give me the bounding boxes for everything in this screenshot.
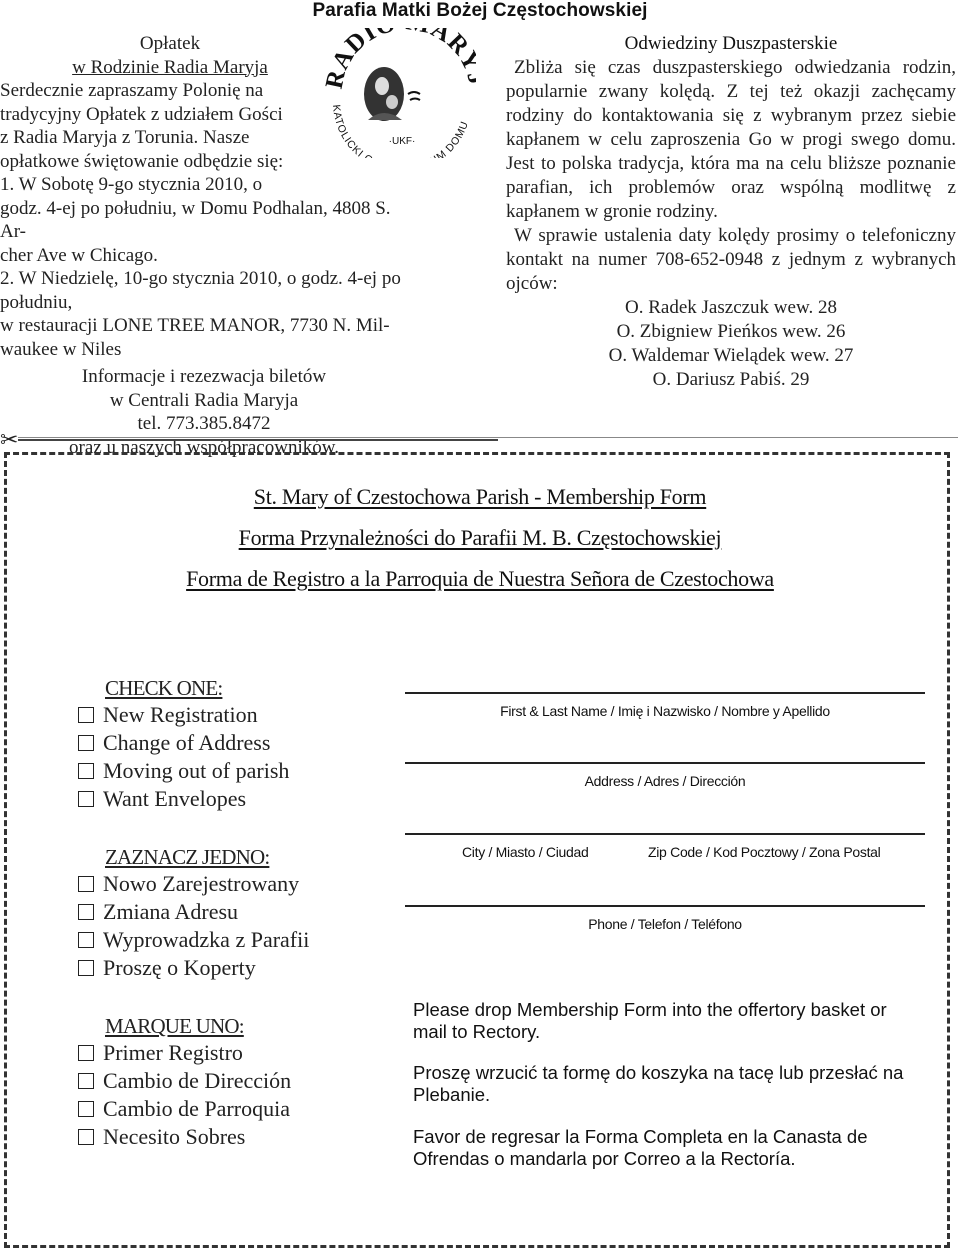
scissors-icon: ✂ [0, 428, 19, 453]
oplatek-info: w Centrali Radia Maryja [109, 389, 299, 411]
zip-field-label: Zip Code / Kod Pocztowy / Zona Postal [648, 844, 881, 860]
option-label: New Registration [103, 702, 258, 727]
checkbox-icon[interactable] [78, 932, 94, 948]
address-field-label: Address / Adres / Dirección [584, 773, 746, 789]
note-en: Please drop Membership Form into the offertory basket or mail to Rectory. [413, 999, 887, 1042]
checkbox-option[interactable] [78, 1123, 291, 1151]
note-pl: Proszę wrzucić ta formę do koszyka na tacę lub przesłać na Plebanie. [413, 1062, 904, 1105]
name-field-label: First & Last Name / Imię i Nazwisko / Nombre y Apellido [500, 703, 830, 719]
option-label: Moving out of parish [103, 758, 290, 783]
oplatek-line: opłatkowe świętowanie odbędzie się: [0, 150, 284, 172]
form-title-es: Forma de Registro a la Parroquia de Nuestra Señora de Czestochowa [186, 566, 774, 591]
form-title-en: St. Mary of Czestochowa Parish - Membership Form [253, 484, 707, 509]
priest-item: O. Zbigniew Pieńkos wew. 26 [616, 321, 846, 342]
check-group-en [78, 676, 289, 813]
oplatek-title: Opłatek [139, 33, 201, 54]
phone-field-label: Phone / Telefon / Teléfono [588, 916, 742, 932]
priest-item: O. Dariusz Pabiś. 29 [652, 369, 810, 390]
checkbox-option[interactable] [78, 729, 289, 757]
visits-paragraph: Zbliża się czas duszpasterskiego odwiedzania rodzin, popularnie zwany kolędą. Z tej też okazji zachęcamy rodziny do kontaktowania się z wybranym przez siebie kapłanem w celu zaproszenia Go w progi swego domu. Jest to polska tradycja, która ma na celu bliższe poznanie parafian, ich problemów oraz wspólną modlitwę z kapłanem w gronie rodziny. [506, 57, 956, 222]
checkbox-option[interactable] [78, 1039, 291, 1067]
phone-field-line[interactable] [405, 905, 925, 907]
checkbox-icon[interactable] [78, 763, 94, 779]
checkbox-option[interactable] [78, 898, 309, 926]
logo-badge: ·UKF· [388, 136, 416, 147]
madonna-icon [364, 67, 420, 121]
option-label: Want Envelopes [103, 786, 247, 811]
option-label: Wyprowadzka z Parafii [103, 927, 310, 952]
oplatek-info: oraz u naszych współpracowników. [69, 436, 339, 458]
option-label: Nowo Zarejestrowany [103, 871, 300, 896]
priest-item: O. Radek Jaszczuk wew. 28 [625, 297, 837, 318]
oplatek-line: 2. W Niedzielę, 10-go stycznia 2010, o godz. 4-ej po [0, 268, 401, 289]
oplatek-line: godz. 4-ej po południu, w Domu Podhalan, 4808 S. Ar- [0, 197, 391, 242]
option-label: Primer Registro [103, 1040, 243, 1065]
checkbox-icon[interactable] [78, 1073, 94, 1089]
checkbox-icon[interactable] [78, 735, 94, 751]
page-header [0, 0, 960, 22]
logo-graphic [320, 28, 476, 158]
option-label: Necesito Sobres [103, 1124, 246, 1149]
note-es: Favor de regresar la Forma Completa en la Canasta de Ofrendas o mandarla por Correo a la Rectoría. [413, 1126, 868, 1169]
checkbox-option[interactable] [78, 1067, 291, 1095]
city-zip-field-line[interactable] [405, 833, 925, 835]
logo-bottom-text: KATOLICKI M DOMU [330, 104, 472, 158]
checkbox-option[interactable] [78, 785, 289, 813]
visits-title: Odwiedziny Duszpasterskie [624, 33, 838, 54]
city-field-label: City / Miasto / Ciudad [462, 844, 589, 860]
oplatek-line: waukee w Niles [0, 338, 122, 360]
check-group-pl [78, 845, 309, 982]
address-field-line[interactable] [405, 762, 925, 764]
option-label: Proszę o Koperty [103, 955, 256, 980]
checkbox-option[interactable] [78, 757, 289, 785]
check-group-es [78, 1014, 291, 1151]
checkbox-option[interactable] [78, 926, 309, 954]
section-divider [18, 439, 498, 441]
checkbox-icon[interactable] [78, 1129, 94, 1145]
form-title-pl: Forma Przynależności do Parafii M. B. Częstochowskiej [238, 525, 722, 550]
radio-maryja-logo [320, 28, 476, 158]
oplatek-line: z Radia Maryja z Torunia. Nasze [0, 127, 250, 148]
name-field-line[interactable] [405, 692, 925, 694]
checkbox-icon[interactable] [78, 1045, 94, 1061]
oplatek-subtitle: w Rodzinie Radia Maryja [72, 56, 268, 78]
checkbox-option[interactable] [78, 1095, 291, 1123]
parish-title: Parafia Matki Bożej Częstochowskiej [312, 0, 648, 21]
checkbox-icon[interactable] [78, 960, 94, 976]
option-label: Change of Address [103, 730, 271, 755]
option-label: Zmiana Adresu [103, 899, 239, 924]
logo-top-text: RADI AR [320, 28, 474, 92]
check-heading: MARQUE UNO: [105, 1014, 244, 1038]
oplatek-line: południu, [0, 291, 73, 313]
option-label: Cambio de Parroquia [103, 1096, 290, 1121]
checkbox-option[interactable] [78, 870, 309, 898]
checkbox-option[interactable] [78, 954, 309, 982]
oplatek-line: tradycyjny Opłatek z udziałem Gości [0, 103, 283, 125]
checkbox-icon[interactable] [78, 707, 94, 723]
oplatek-info: Informacje i rezezwacja biletów [81, 366, 327, 387]
priest-item: O. Waldemar Wielądek wew. 27 [608, 345, 854, 366]
oplatek-info: tel. 773.385.8472 [137, 413, 271, 434]
check-heading: CHECK ONE: [105, 676, 223, 700]
checkbox-icon[interactable] [78, 876, 94, 892]
visits-section [506, 32, 956, 392]
checkbox-icon[interactable] [78, 904, 94, 920]
oplatek-line: w restauracji LONE TREE MANOR, 7730 N. Mil- [0, 315, 390, 336]
check-heading: ZAZNACZ JEDNO: [105, 845, 270, 869]
checkbox-icon[interactable] [78, 1101, 94, 1117]
checkbox-option[interactable] [78, 701, 289, 729]
oplatek-line: 1. W Sobotę 9-go stycznia 2010, o [0, 174, 263, 195]
checkbox-icon[interactable] [78, 791, 94, 807]
oplatek-line: cher Ave w Chicago. [0, 244, 158, 266]
visits-paragraph: W sprawie ustalenia daty kolędy prosimy o telefoniczny kontakt na numer 708-652-0948 z jednym z wybranych ojców: [506, 225, 956, 294]
svg-text:KATOLICKI GŁOS W TWOIM DOMU [330, 104, 471, 158]
cut-line [18, 437, 958, 438]
option-label: Cambio de Dirección [103, 1068, 292, 1093]
oplatek-line: Serdecznie zapraszamy Polonię na [0, 80, 264, 101]
